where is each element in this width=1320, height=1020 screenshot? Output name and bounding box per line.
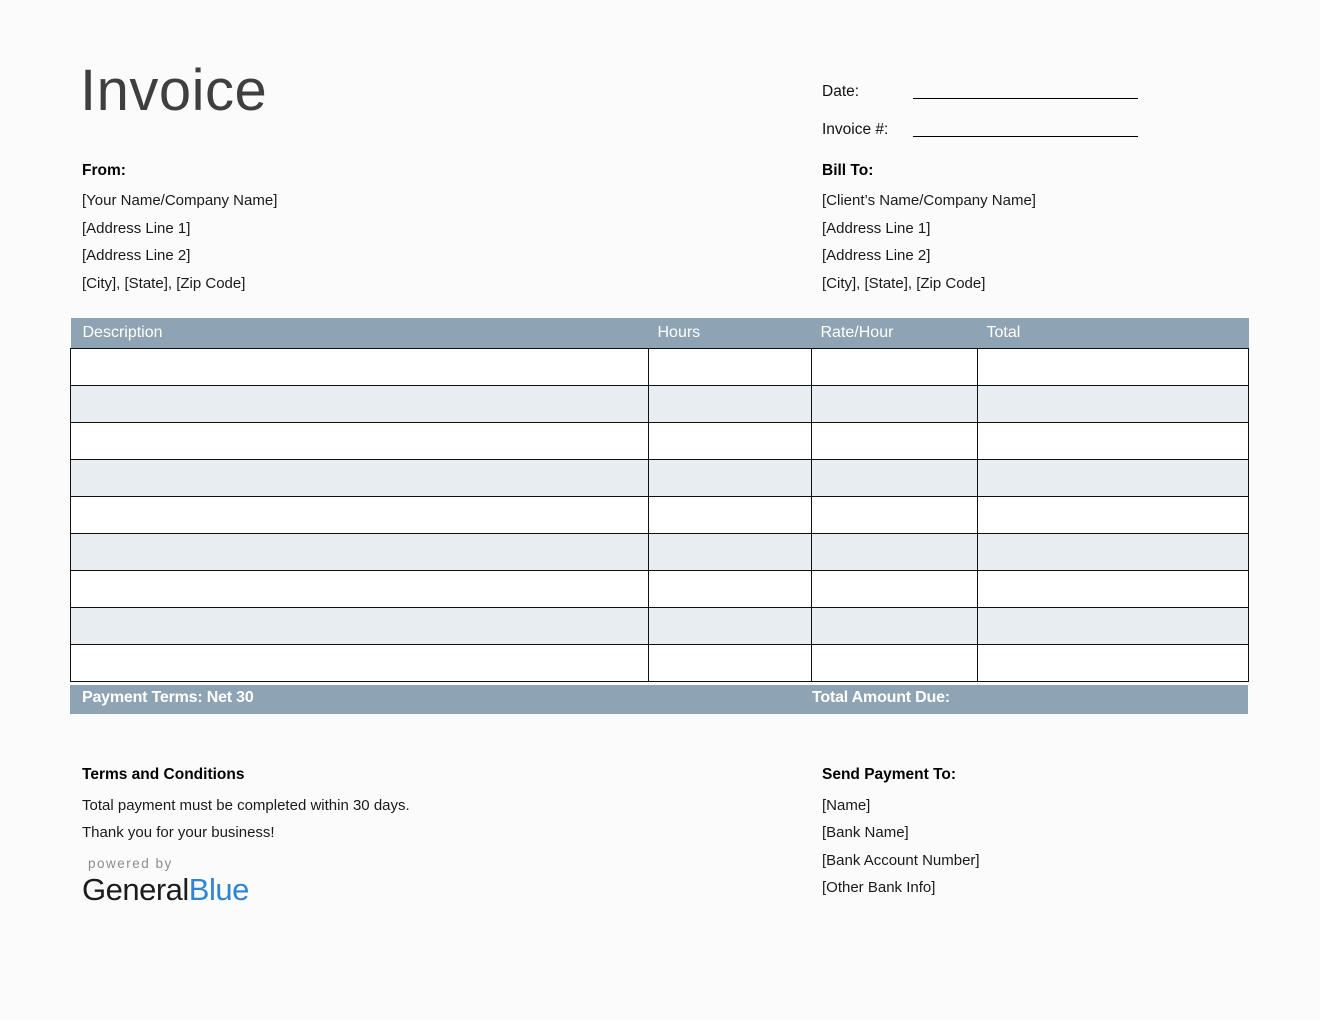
table-cell[interactable]	[978, 386, 1249, 423]
table-cell[interactable]	[978, 349, 1249, 386]
from-heading: From:	[82, 162, 126, 179]
table-cell[interactable]	[978, 608, 1249, 645]
table-row	[71, 645, 1249, 682]
table-cell[interactable]	[812, 460, 978, 497]
date-row	[822, 76, 1152, 114]
table-cell[interactable]	[978, 571, 1249, 608]
table-cell[interactable]	[812, 349, 978, 386]
table-cell[interactable]	[71, 534, 649, 571]
table-cell[interactable]	[812, 571, 978, 608]
send-payment-to-block	[822, 764, 1302, 901]
column-header-rate: Rate/Hour	[812, 318, 978, 349]
table-cell[interactable]	[812, 608, 978, 645]
table-row	[71, 608, 1249, 645]
terms-line-1: Total payment must be completed within 30 days.	[82, 797, 410, 814]
table-cell[interactable]	[71, 460, 649, 497]
from-address-2: [Address Line 2]	[82, 247, 191, 264]
payment-bank-account: [Bank Account Number]	[822, 851, 980, 869]
table-cell[interactable]	[71, 608, 649, 645]
table-row	[71, 534, 1249, 571]
terms-and-conditions-block	[82, 764, 562, 847]
bill-to-address-2: [Address Line 2]	[822, 247, 931, 264]
date-label: Date:	[822, 83, 860, 100]
bill-to-block	[822, 160, 1242, 297]
table-cell[interactable]	[649, 497, 812, 534]
table-cell[interactable]	[71, 571, 649, 608]
table-cell[interactable]	[812, 645, 978, 682]
invoice-number-label: Invoice #:	[822, 121, 889, 138]
table-row	[71, 423, 1249, 460]
table-cell[interactable]	[649, 460, 812, 497]
total-amount-due-label: Total Amount Due:	[812, 689, 950, 706]
table-cell[interactable]	[978, 534, 1249, 571]
table-row	[71, 497, 1249, 534]
table-row	[71, 349, 1249, 386]
general-blue-logo	[82, 855, 249, 907]
payment-terms-text: Payment Terms: Net 30	[82, 689, 254, 706]
table-cell[interactable]	[649, 386, 812, 423]
invoice-number-input-line[interactable]	[913, 135, 1138, 137]
table-cell[interactable]	[649, 534, 812, 571]
send-payment-heading: Send Payment To:	[822, 766, 957, 783]
table-cell[interactable]	[812, 386, 978, 423]
table-cell[interactable]	[71, 423, 649, 460]
line-items-table	[70, 318, 1249, 682]
terms-heading: Terms and Conditions	[82, 766, 245, 783]
column-header-total: Total	[978, 318, 1249, 349]
invoice-number-row	[822, 114, 1152, 152]
brand-wordmark	[82, 873, 249, 907]
bill-to-address-1: [Address Line 1]	[822, 219, 931, 237]
table-cell[interactable]	[649, 645, 812, 682]
table-cell[interactable]	[71, 497, 649, 534]
table-cell[interactable]	[978, 423, 1249, 460]
table-row	[71, 460, 1249, 497]
table-row	[71, 386, 1249, 423]
table-cell[interactable]	[649, 423, 812, 460]
brand-general-text: General	[82, 872, 189, 907]
line-items-section	[70, 318, 1248, 714]
payment-other-info: [Other Bank Info]	[822, 878, 936, 896]
table-row	[71, 571, 1249, 608]
date-input-line[interactable]	[913, 97, 1138, 99]
invoice-table-body	[71, 349, 1249, 682]
bill-to-company: [Client’s Name/Company Name]	[822, 192, 1036, 209]
table-cell[interactable]	[649, 349, 812, 386]
table-cell[interactable]	[978, 497, 1249, 534]
table-cell[interactable]	[812, 534, 978, 571]
table-cell[interactable]	[978, 645, 1249, 682]
invoice-meta	[822, 76, 1152, 152]
page-title: Invoice	[80, 58, 268, 123]
column-header-hours: Hours	[649, 318, 812, 349]
table-header-row	[71, 318, 1249, 349]
table-cell[interactable]	[649, 608, 812, 645]
table-cell[interactable]	[71, 386, 649, 423]
table-cell[interactable]	[978, 460, 1249, 497]
from-city-state-zip: [City], [State], [Zip Code]	[82, 274, 246, 292]
from-address-1: [Address Line 1]	[82, 219, 191, 237]
table-cell[interactable]	[71, 645, 649, 682]
table-cell[interactable]	[812, 497, 978, 534]
table-cell[interactable]	[649, 571, 812, 608]
brand-blue-text: Blue	[188, 872, 249, 907]
powered-by-text: powered by	[88, 856, 173, 871]
payment-bank-name: [Bank Name]	[822, 824, 909, 842]
totals-bar	[70, 685, 1248, 714]
table-cell[interactable]	[812, 423, 978, 460]
from-block	[82, 160, 502, 297]
bill-to-heading: Bill To:	[822, 162, 874, 179]
column-header-description: Description	[71, 318, 649, 349]
payment-name: [Name]	[822, 797, 871, 814]
bill-to-city-state-zip: [City], [State], [Zip Code]	[822, 274, 986, 292]
terms-line-2: Thank you for your business!	[82, 824, 275, 842]
from-company: [Your Name/Company Name]	[82, 192, 278, 209]
table-cell[interactable]	[71, 349, 649, 386]
